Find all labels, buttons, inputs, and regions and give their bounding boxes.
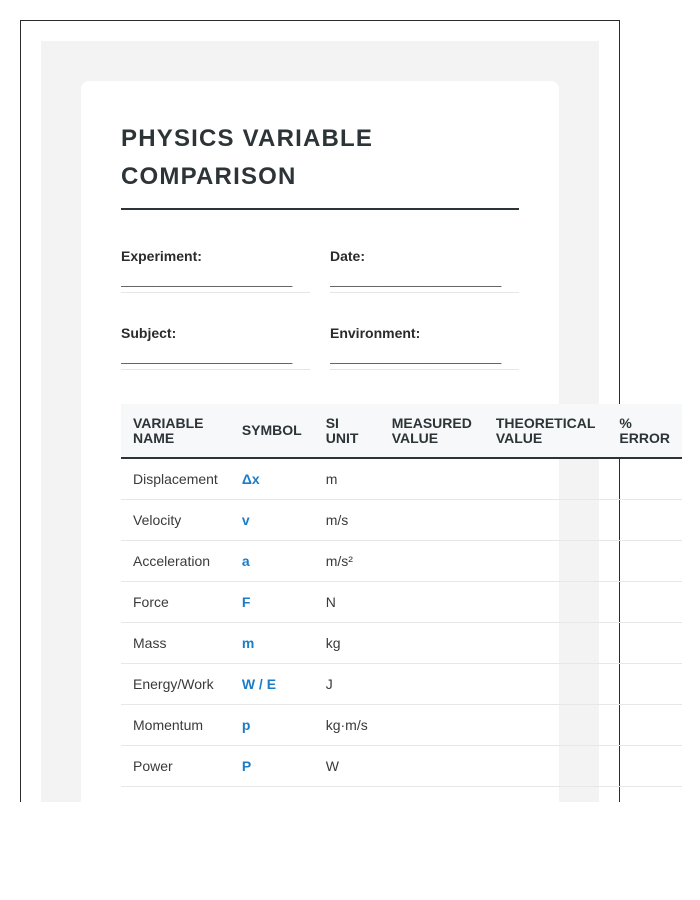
page-title [121,120,421,196]
date-blank[interactable]: ______________________ [330,271,502,287]
subject-field [121,323,310,370]
measured-value-cell[interactable] [380,664,484,705]
header-text: THEORETICAL [495,414,596,431]
header-text: VALUE [495,429,543,446]
subject-blank[interactable]: ______________________ [121,348,293,364]
unit-cell: m/s² [314,541,380,582]
table-row [121,582,682,623]
table-row [121,500,682,541]
header-si-unit [314,404,380,458]
percent-error-cell[interactable] [607,664,682,705]
percent-error-cell[interactable] [607,623,682,664]
symbol-cell: p [230,705,314,746]
header-text: VARIABLE [133,414,204,431]
variable-name-cell: Momentum [121,705,230,746]
unit-cell: N [314,582,380,623]
unit-cell: kg [314,623,380,664]
percent-error-cell[interactable] [607,746,682,787]
variable-name-cell: Power [121,746,230,787]
table-row [121,746,682,787]
unit-cell: kg·m/s [314,705,380,746]
variable-name-cell: Velocity [121,500,230,541]
measured-value-cell[interactable] [380,458,484,500]
symbol-cell: v [230,500,314,541]
table-row [121,664,682,705]
header-text: VALUE [391,429,439,446]
variable-name-cell: Displacement [121,458,230,500]
table-row [121,705,682,746]
subject-rule [121,369,310,370]
table-row [121,623,682,664]
header-text: MEASURED [391,414,472,431]
experiment-label: Experiment: [121,248,202,264]
symbol-cell: a [230,541,314,582]
unit-cell: J [314,664,380,705]
measured-value-cell[interactable] [380,746,484,787]
header-text: SI [325,414,339,431]
date-field [330,246,519,293]
title-divider [121,208,519,210]
environment-label: Environment: [330,325,421,341]
header-text: ERROR [619,429,670,446]
symbol-cell: P [230,746,314,787]
measured-value-cell[interactable] [380,500,484,541]
date-label: Date: [330,248,366,264]
unit-cell: m/s [314,500,380,541]
theoretical-value-cell[interactable] [484,541,608,582]
header-theoretical-value [484,404,608,458]
percent-error-cell[interactable] [607,458,682,500]
title-line-1: PHYSICS VARIABLE [121,125,374,152]
unit-cell: W [314,746,380,787]
theoretical-value-cell[interactable] [484,664,608,705]
symbol-cell: Δx [230,458,314,500]
percent-error-cell[interactable] [607,541,682,582]
header-text: UNIT [325,429,359,446]
table-header-row [121,404,682,458]
experiment-rule [121,292,310,293]
measured-value-cell[interactable] [380,623,484,664]
environment-field [330,323,519,370]
table-row [121,541,682,582]
percent-error-cell[interactable] [607,500,682,541]
header-symbol: SYMBOL [230,404,314,458]
theoretical-value-cell[interactable] [484,500,608,541]
variable-name-cell: Acceleration [121,541,230,582]
variables-table [121,404,682,787]
environment-blank[interactable]: ______________________ [330,348,502,364]
environment-rule [330,369,519,370]
theoretical-value-cell[interactable] [484,705,608,746]
theoretical-value-cell[interactable] [484,623,608,664]
table-row [121,458,682,500]
unit-cell: m [314,458,380,500]
date-rule [330,292,519,293]
experiment-blank[interactable]: ______________________ [121,271,293,287]
symbol-cell: W / E [230,664,314,705]
percent-error-cell[interactable] [607,705,682,746]
header-percent-error [607,404,682,458]
experiment-field [121,246,310,293]
theoretical-value-cell[interactable] [484,458,608,500]
symbol-cell: F [230,582,314,623]
theoretical-value-cell[interactable] [484,582,608,623]
header-text: NAME [133,429,175,446]
measured-value-cell[interactable] [380,705,484,746]
header-measured-value [380,404,484,458]
header-variable-name [121,404,230,458]
variable-name-cell: Mass [121,623,230,664]
symbol-cell: m [230,623,314,664]
variable-name-cell: Force [121,582,230,623]
measured-value-cell[interactable] [380,541,484,582]
percent-error-cell[interactable] [607,582,682,623]
measured-value-cell[interactable] [380,582,484,623]
variable-name-cell: Energy/Work [121,664,230,705]
subject-label: Subject: [121,325,177,341]
theoretical-value-cell[interactable] [484,746,608,787]
title-line-2: COMPARISON [121,163,297,190]
header-text: % [619,414,632,431]
